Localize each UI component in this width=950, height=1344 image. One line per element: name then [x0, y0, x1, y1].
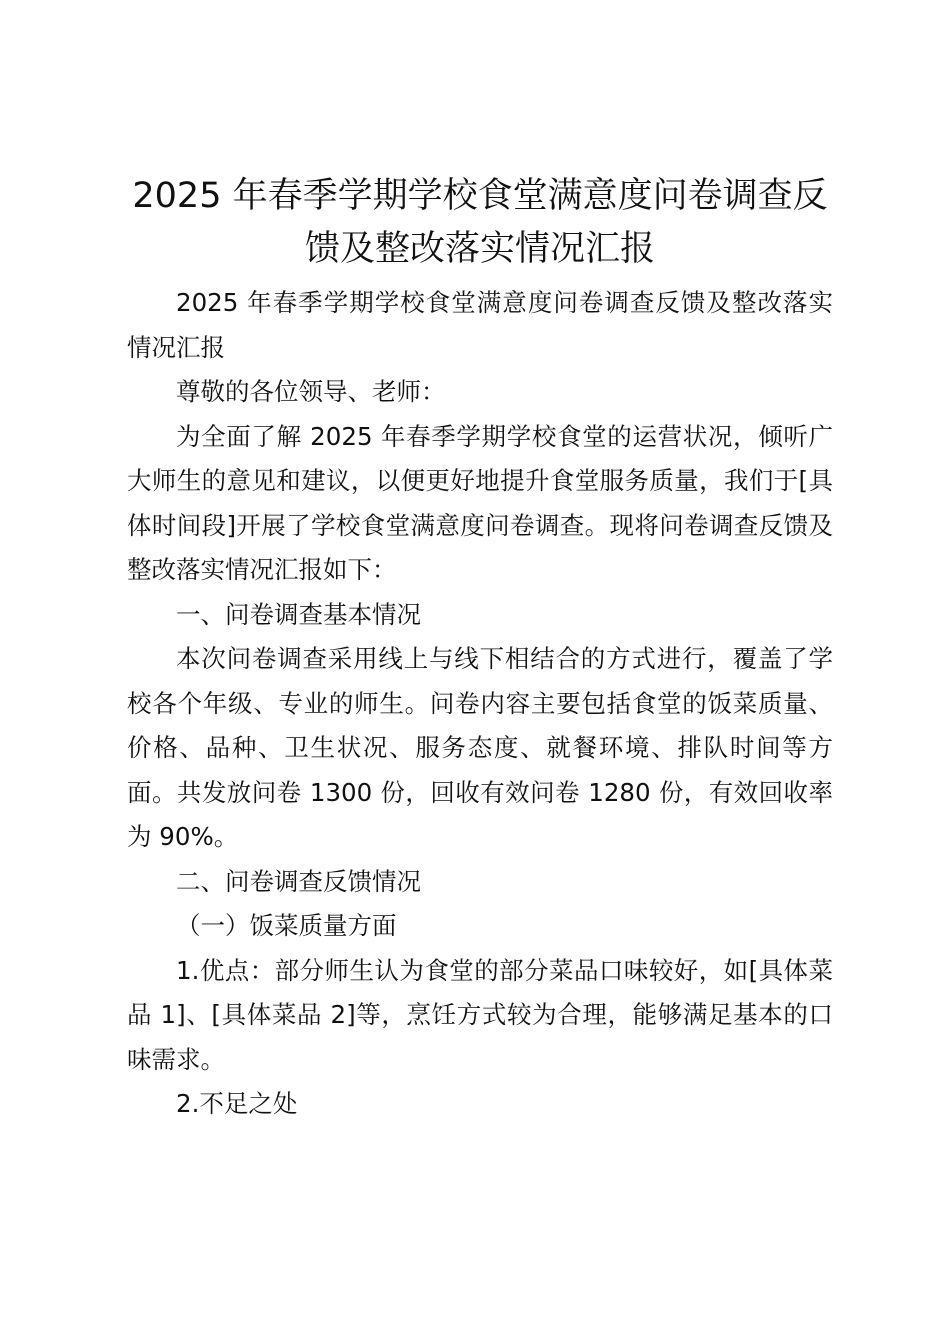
paragraph-advantages: 1.优点：部分师生认为食堂的部分菜品口味较好，如[具体菜品 1]、[具体菜品 2]等，烹饪方式较为合理，能够满足基本的口味需求。 [127, 955, 833, 1074]
title-block [127, 170, 833, 276]
section-heading-2: 二、问卷调查反馈情况 [176, 866, 421, 896]
paragraph-subtitle: 2025 年春季学期学校食堂满意度问卷调查反馈及整改落实情况汇报 [127, 288, 833, 362]
document-page [127, 170, 833, 1127]
paragraph-salutation: 尊敬的各位领导、老师： [176, 377, 446, 406]
paragraph-shortcomings: 2.不足之处 [176, 1089, 298, 1118]
subsection-heading-1: （一）饭菜质量方面 [176, 911, 397, 940]
paragraph-intro: 为全面了解 2025 年春季学期学校食堂的运营状况，倾听广大师生的意见和建议，以便更好地提升食堂服务质量，我们于[具体时间段]开展了学校食堂满意度问卷调查。现将问卷调查反馈及整改落实情况汇报如下： [127, 421, 833, 584]
document-title: 2025 年春季学期学校食堂满意度问卷调查反馈及整改落实情况汇报 [132, 176, 828, 269]
section-heading-1: 一、问卷调查基本情况 [176, 599, 421, 629]
paragraph-basic-info: 本次问卷调查采用线上与线下相结合的方式进行，覆盖了学校各个年级、专业的师生。问卷内容主要包括食堂的饭菜质量、价格、品种、卫生状况、服务态度、就餐环境、排队时间等方面。共发放问卷 1300 份，回收有效问卷 1280 份，有效回收率为 90%。 [127, 644, 833, 851]
